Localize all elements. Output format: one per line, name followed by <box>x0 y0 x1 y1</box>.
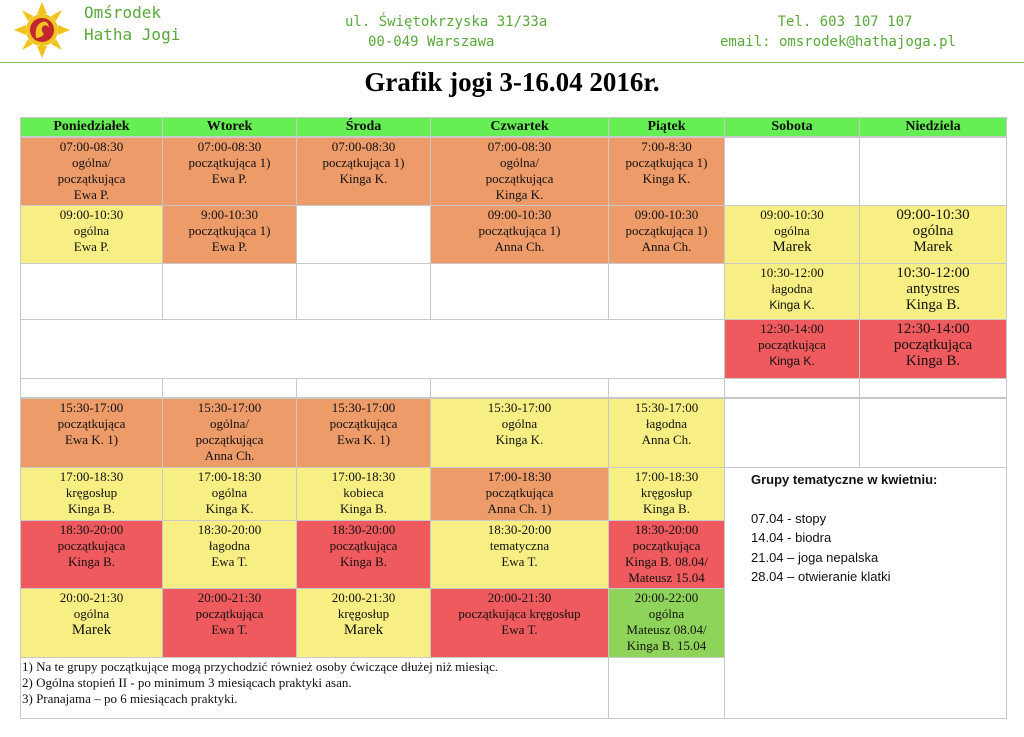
address <box>345 12 547 52</box>
class-name: początkująca 1) <box>625 223 708 238</box>
class-cell[interactable] <box>296 137 431 206</box>
class-name: początkująca <box>329 416 398 431</box>
class-name: łagodna <box>645 416 688 431</box>
class-time: 18:30-20:00 <box>59 522 124 537</box>
class-cell[interactable] <box>430 205 609 264</box>
class-teacher: Marek <box>772 239 812 255</box>
class-teacher: Marek <box>71 622 112 638</box>
class-name: ogólna/ <box>500 155 539 170</box>
class-time: 12:30-14:00 <box>760 321 824 336</box>
class-teacher: Ewa T. <box>211 622 248 637</box>
class-teacher: Mateusz 08.04/ <box>626 622 707 637</box>
class-teacher: Ewa P. <box>73 187 110 202</box>
class-name: początkująca <box>758 337 826 352</box>
class-cell[interactable] <box>859 263 1007 320</box>
class-cell[interactable] <box>296 520 431 589</box>
class-time: 07:00-08:30 <box>59 139 124 154</box>
class-teacher: Ewa T. <box>501 622 538 637</box>
class-time: 18:30-20:00 <box>331 522 396 537</box>
class-name: kobieca <box>343 485 384 500</box>
class-teacher: Anna Ch. <box>641 432 692 447</box>
class-teacher: Kinga K. <box>769 298 815 312</box>
class-name: początkująca 1) <box>478 223 561 238</box>
class-time: 17:00-18:30 <box>59 469 124 484</box>
class-name: kręgosłup <box>640 485 693 500</box>
class-name: początkująca 1) <box>188 155 271 170</box>
class-time: 20:00-21:30 <box>59 590 124 605</box>
class-time: 17:00-18:30 <box>197 469 262 484</box>
class-time: 09:00-10:30 <box>487 207 552 222</box>
topic-item: 14.04 - biodra <box>751 530 832 545</box>
class-name: początkująca <box>632 538 701 553</box>
class-name: początkująca <box>57 416 126 431</box>
empty-cell <box>296 263 431 320</box>
empty-cell <box>859 378 1007 398</box>
class-extra: początkująca <box>485 171 554 186</box>
class-name: początkująca 1) <box>625 155 708 170</box>
org-name <box>84 2 180 46</box>
class-time: 17:00-18:30 <box>634 469 699 484</box>
class-teacher: Kinga B. <box>340 501 387 516</box>
class-time: 9:00-10:30 <box>200 207 259 222</box>
day-header-sunday: Niedziela <box>859 117 1007 137</box>
class-extra: Kinga B. 15.04 <box>626 638 707 653</box>
class-name: antystres <box>906 281 960 297</box>
class-time: 07:00-08:30 <box>487 139 552 154</box>
empty-cell <box>430 378 609 398</box>
class-cell[interactable] <box>430 137 609 206</box>
class-cell[interactable] <box>162 467 297 521</box>
class-cell[interactable] <box>430 588 609 658</box>
class-cell[interactable] <box>859 319 1007 379</box>
class-cell[interactable] <box>162 520 297 589</box>
day-header-friday: Piątek <box>608 117 725 137</box>
day-header-saturday: Sobota <box>724 117 860 137</box>
class-teacher: Kinga B. <box>643 501 690 516</box>
class-name: początkująca <box>57 538 126 553</box>
class-time: 7:00-8:30 <box>641 139 692 154</box>
class-name: ogólna/ <box>210 416 249 431</box>
empty-cell <box>608 657 725 719</box>
class-name: początkująca <box>893 337 973 353</box>
empty-cell <box>296 205 431 264</box>
class-cell[interactable] <box>608 520 725 589</box>
day-header-monday: Poniedziałek <box>20 117 163 137</box>
empty-cell <box>430 263 609 320</box>
topic-item: 28.04 – otwieranie klatki <box>751 569 891 584</box>
class-teacher: Kinga B. <box>340 554 387 569</box>
contact <box>720 12 956 52</box>
class-teacher: Ewa P. <box>211 239 248 254</box>
class-time: 20:00-21:30 <box>197 590 262 605</box>
class-teacher: Ewa K. 1) <box>64 432 119 447</box>
class-time: 09:00-10:30 <box>896 207 970 223</box>
empty-cell <box>724 137 860 206</box>
class-name: ogólna <box>912 223 954 239</box>
topics-heading: Grupy tematyczne w kwietniu: <box>751 472 938 487</box>
class-teacher: Kinga K. <box>495 432 544 447</box>
class-name: ogólna/ <box>72 155 111 170</box>
class-name: łagodna <box>208 538 251 553</box>
class-cell[interactable] <box>608 467 725 521</box>
class-name: ogólna <box>648 606 685 621</box>
class-time: 10:30-12:00 <box>760 265 824 280</box>
class-cell[interactable] <box>162 398 297 468</box>
empty-cell <box>859 137 1007 206</box>
class-time: 20:00-21:30 <box>487 590 552 605</box>
class-cell[interactable] <box>608 205 725 264</box>
class-cell[interactable] <box>430 398 609 468</box>
day-header-tuesday: Wtorek <box>162 117 297 137</box>
class-time: 09:00-10:30 <box>760 207 824 222</box>
class-time: 07:00-08:30 <box>331 139 396 154</box>
class-cell[interactable] <box>724 319 860 379</box>
class-time: 15:30-17:00 <box>197 400 262 415</box>
class-teacher: Kinga B. 08.04/ <box>624 554 709 569</box>
class-extra: początkująca <box>195 432 264 447</box>
topic-item: 07.04 - stopy <box>751 510 827 526</box>
class-teacher: Kinga B. <box>68 554 115 569</box>
class-time: 15:30-17:00 <box>634 400 699 415</box>
class-teacher: Kinga K. <box>205 501 254 516</box>
class-cell[interactable] <box>296 588 431 658</box>
empty-cell <box>608 378 725 398</box>
class-teacher: Kinga B. <box>905 353 961 369</box>
sun-logo-icon <box>14 2 70 58</box>
class-teacher: Ewa P. <box>73 239 110 254</box>
thematic-groups <box>751 470 937 587</box>
class-cell[interactable] <box>859 205 1007 264</box>
class-teacher: Anna Ch. <box>641 239 692 254</box>
class-teacher: Kinga K. <box>495 187 544 202</box>
class-name: początkująca 1) <box>322 155 405 170</box>
class-cell[interactable] <box>608 398 725 468</box>
class-teacher: Kinga B. <box>68 501 115 516</box>
class-cell[interactable] <box>430 467 609 521</box>
class-cell[interactable] <box>296 467 431 521</box>
class-teacher: Kinga B. <box>905 297 961 313</box>
day-header-wednesday: Środa <box>296 117 431 137</box>
address-line1: ul. Świętokrzyska 31/33a <box>345 14 548 30</box>
class-name: kręgosłup <box>337 606 390 621</box>
class-cell[interactable] <box>162 588 297 658</box>
class-teacher: Kinga K. <box>769 354 815 368</box>
class-cell[interactable] <box>20 467 163 521</box>
class-cell[interactable] <box>20 398 163 468</box>
class-name: kręgosłup <box>65 485 118 500</box>
class-cell[interactable] <box>608 137 725 206</box>
empty-cell <box>20 319 725 379</box>
footnote: 2) Ogólna stopień II - po minimum 3 miesiącach praktyki asan. <box>22 675 352 690</box>
empty-cell <box>162 378 297 398</box>
class-name: początkująca 1) <box>188 223 271 238</box>
class-time: 15:30-17:00 <box>331 400 396 415</box>
empty-cell <box>20 378 163 398</box>
class-extra: początkująca <box>57 171 126 186</box>
class-cell[interactable] <box>20 520 163 589</box>
org-line1: Omśrodek <box>84 3 162 22</box>
empty-cell <box>296 378 431 398</box>
footnotes <box>20 657 609 719</box>
class-name: ogólna <box>211 485 248 500</box>
class-teacher: Ewa T. <box>211 554 248 569</box>
class-name: początkująca <box>329 538 398 553</box>
email: email: omsrodek@hathajoga.pl <box>719 34 956 50</box>
class-cell[interactable] <box>20 137 163 206</box>
class-time: 17:00-18:30 <box>487 469 552 484</box>
header-divider <box>0 62 1024 63</box>
class-name: ogólna <box>73 223 110 238</box>
class-time: 07:00-08:30 <box>197 139 262 154</box>
class-teacher: Ewa T. <box>501 554 538 569</box>
class-cell[interactable] <box>296 398 431 468</box>
class-name: ogólna <box>774 223 810 238</box>
org-line2: Hatha Jogi <box>84 25 181 44</box>
class-name: ogólna <box>73 606 110 621</box>
page-header <box>0 0 1024 62</box>
class-cell[interactable] <box>608 588 725 658</box>
class-time: 18:30-20:00 <box>487 522 552 537</box>
empty-cell <box>608 263 725 320</box>
class-time: 20:00-22:00 <box>634 590 699 605</box>
class-time: 10:30-12:00 <box>896 265 970 281</box>
empty-cell <box>162 263 297 320</box>
empty-cell <box>724 398 860 468</box>
class-time: 15:30-17:00 <box>59 400 124 415</box>
class-teacher: Kinga K. <box>642 171 691 186</box>
phone: Tel. 603 107 107 <box>777 14 913 30</box>
empty-cell <box>20 263 163 320</box>
day-header-thursday: Czwartek <box>430 117 609 137</box>
footnote: 3) Pranajama – po 6 miesiącach praktyki. <box>22 691 238 706</box>
class-teacher: Marek <box>343 622 384 638</box>
empty-cell <box>724 378 860 398</box>
class-time: 09:00-10:30 <box>59 207 124 222</box>
class-time: 09:00-10:30 <box>634 207 699 222</box>
class-teacher: Anna Ch. <box>204 448 255 463</box>
class-cell[interactable] <box>724 205 860 264</box>
class-cell[interactable] <box>724 263 860 320</box>
class-time: 18:30-20:00 <box>197 522 262 537</box>
class-name: ogólna <box>501 416 538 431</box>
class-cell[interactable] <box>162 137 297 206</box>
class-extra: Mateusz 15.04 <box>628 570 705 585</box>
class-cell[interactable] <box>20 205 163 264</box>
class-name: tematyczna <box>489 538 550 553</box>
footnote: 1) Na te grupy początkujące mogą przychodzić również osoby ćwiczące dłużej niż miesiąc. <box>22 659 499 674</box>
address-line2: 00-049 Warszawa <box>368 34 495 50</box>
topic-item: 21.04 – joga nepalska <box>751 549 879 565</box>
empty-cell <box>859 398 1007 468</box>
class-name: początkująca <box>485 485 554 500</box>
page-title: Grafik jogi 3-16.04 2016r. <box>364 67 660 97</box>
class-teacher: Anna Ch. <box>494 239 545 254</box>
class-teacher: Marek <box>913 239 953 255</box>
class-name: łagodna <box>771 281 813 296</box>
class-time: 18:30-20:00 <box>634 522 699 537</box>
class-time: 17:00-18:30 <box>331 469 396 484</box>
class-cell[interactable] <box>20 588 163 658</box>
class-teacher: Anna Ch. 1) <box>487 501 552 516</box>
class-time: 15:30-17:00 <box>487 400 552 415</box>
class-name: początkująca <box>195 606 264 621</box>
class-teacher: Kinga K. <box>339 171 388 186</box>
class-cell[interactable] <box>162 205 297 264</box>
class-time: 20:00-21:30 <box>331 590 396 605</box>
class-name: początkująca kręgosłup <box>458 606 581 621</box>
class-cell[interactable] <box>430 520 609 589</box>
class-teacher: Ewa P. <box>211 171 248 186</box>
class-time: 12:30-14:00 <box>896 321 970 337</box>
class-teacher: Ewa K. 1) <box>336 432 391 447</box>
